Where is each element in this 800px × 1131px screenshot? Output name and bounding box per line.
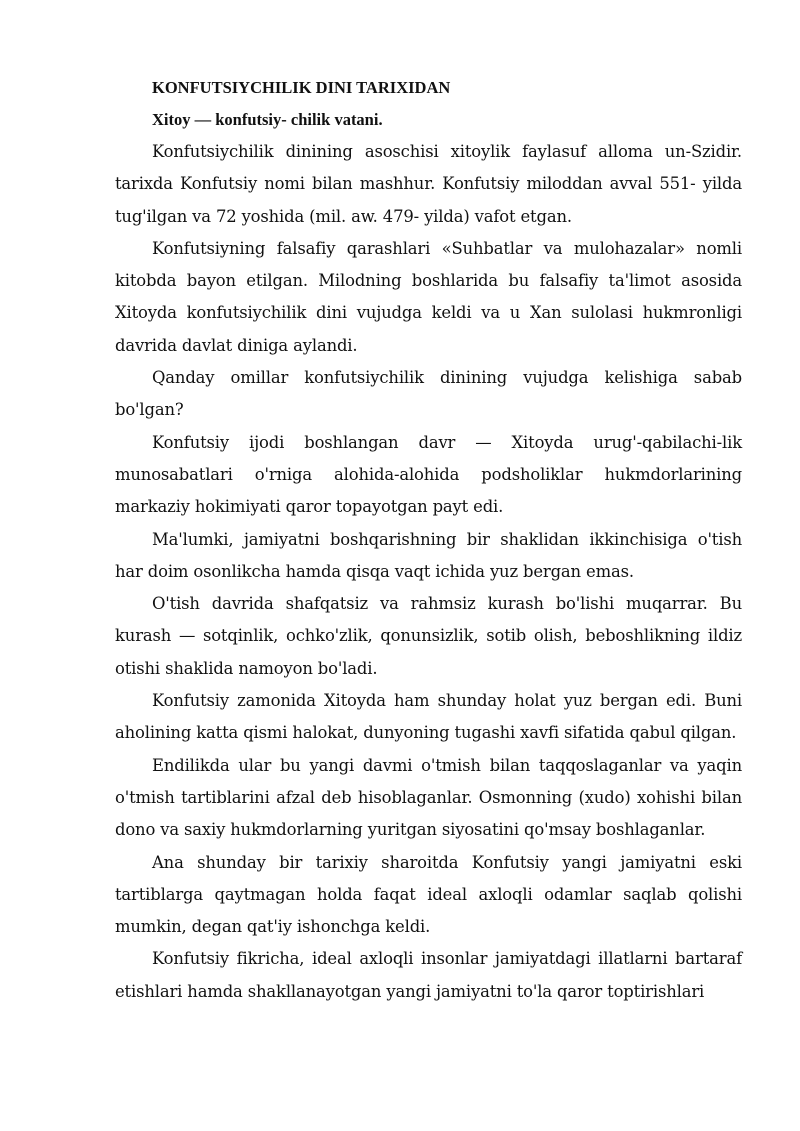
paragraph-9: Ana shunday bir tarixiy sharoitda Konfutsiy yangi jamiyatni eski tartiblarga qaytmagan holda faqat ideal axloqli odamlar saqlab qolishi mumkin, degan qat'iy ishonchga keldi. — [115, 852, 742, 937]
paragraph-7: Konfutsiy zamonida Xitoyda ham shunday holat yuz bergan edi. Buni aholining katta qismi halokat, dunyoning tugashi xavfi sifatida qabul qilgan. — [115, 691, 742, 743]
paragraph-1: Konfutsiychilik dinining asoschisi xitoylik faylasuf alloma un-Szidir. tarixda Konfutsiy nomi bilan mashhur. Konfutsiy miloddan avval 551- yilda tug'ilgan va 72 yoshida (mil. aw. 479- yilda) vafot etgan. — [115, 142, 742, 226]
document-title: KONFUTSIYCHILIK DINI TARIXIDAN — [152, 78, 451, 97]
paragraph-10: Konfutsiy fikricha, ideal axloqli insonlar jamiyatdagi illatlarni bartaraf etishlari hamda shakllanayotgan yangi jamiyatni to'la qaror toptirishlari — [115, 949, 742, 1001]
paragraph-8: Endilikda ular bu yangi davmi o'tmish bilan taqqoslaganlar va yaqin o'tmish tartiblarini afzal deb hisoblaganlar. Osmonning (xudo) xohishi bilan dono va saxiy hukmdorlarning yuritgan siyosatini qo'msay boshlaganlar. — [115, 755, 742, 840]
paragraph-4: Konfutsiy ijodi boshlangan davr — Xitoyda urug'-qabilachi-lik munosabatlari o'rniga alohida-alohida podsholiklar hukmdorlarining markaziy hokimiyati qaror topayotgan payt edi. — [115, 432, 742, 517]
paragraph-5: Ma'lumki, jamiyatni boshqarishning bir shaklidan ikkinchisiga o'tish har doim osonlikcha hamda qisqa vaqt ichida yuz bergan emas. — [115, 529, 742, 581]
paragraph-6: O'tish davrida shafqatsiz va rahmsiz kurash bo'lishi muqarrar. Bu kurash — sotqinlik, ochko'zlik, qonunsizlik, sotib olish, beboshlikning ildiz otishi shaklida namoyon bo'ladi. — [115, 594, 742, 678]
document-page — [115, 72, 742, 1008]
document-subtitle: Xitoy — konfutsiy- chilik vatani. — [152, 110, 383, 129]
paragraph-3: Qanday omillar konfutsiychilik dinining vujudga kelishiga sabab bo'lgan? — [115, 368, 742, 420]
paragraph-2: Konfutsiyning falsafiy qarashlari «Suhbatlar va mulohazalar» nomli kitobda bayon etilgan. Milodning boshlarida bu falsafiy ta'limot asosida Xitoyda konfutsiychilik dini vujudga keldi va u Xan sulolasi hukmronligi davrida davlat diniga aylandi. — [115, 238, 742, 355]
